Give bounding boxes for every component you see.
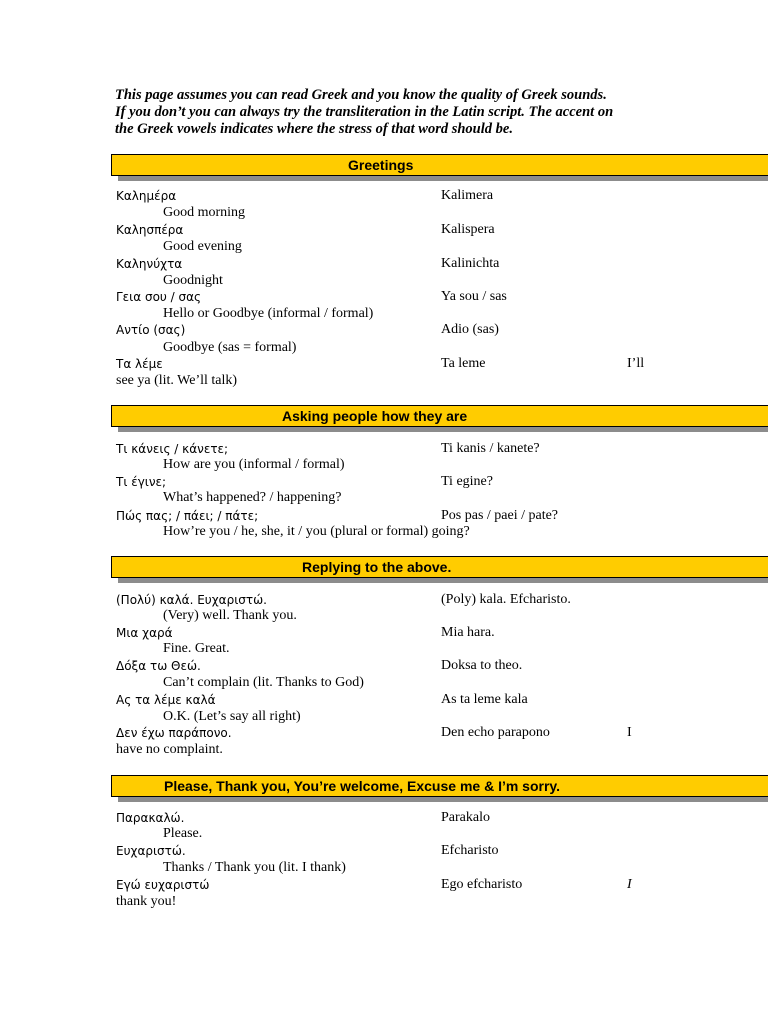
translation: Please.	[163, 826, 203, 841]
transliteration: (Poly) kala. Efcharisto.	[441, 592, 571, 607]
translation-start: I’ll	[627, 356, 645, 371]
translation: Good evening	[163, 239, 242, 254]
transliteration: Adio (sas)	[441, 322, 499, 337]
translation: How are you (informal / formal)	[163, 457, 345, 472]
greek-phrase: (Πολύ) καλά. Ευχαριστώ.	[116, 593, 267, 607]
greek-phrase: Γεια σου / σας	[116, 290, 202, 304]
greek-phrase: Παρακαλώ.	[116, 811, 185, 825]
section-title: Please, Thank you, You’re welcome, Excuse me & I’m sorry.	[164, 778, 561, 794]
transliteration: Ta leme	[441, 356, 486, 371]
transliteration: Ya sou / sas	[441, 289, 507, 304]
greek-phrase: Καλησπέρα	[116, 223, 184, 237]
greek-phrase: Τι έγινε;	[116, 475, 167, 489]
translation-start: I	[627, 877, 632, 892]
transliteration: Pos pas / paei / pate?	[441, 508, 559, 523]
section-header-shadow	[118, 797, 768, 802]
greek-phrase: Καλημέρα	[116, 189, 177, 203]
transliteration: Efcharisto	[441, 843, 499, 858]
translation: O.K. (Let’s say all right)	[163, 709, 301, 724]
transliteration: Ti kanis / kanete?	[441, 441, 540, 456]
transliteration: Mia hara.	[441, 625, 495, 640]
section-header-please-thank-you	[111, 775, 768, 797]
translation: What’s happened? / happening?	[163, 490, 342, 505]
translation: (Very) well. Thank you.	[163, 608, 297, 623]
greek-phrase: Καληνύχτα	[116, 257, 183, 271]
intro-line: If you don’t you can always try the transliteration in the Latin script. The accent on	[115, 104, 614, 120]
translation: Hello or Goodbye (informal / formal)	[163, 306, 374, 321]
section-header-greetings	[111, 154, 768, 176]
greek-phrase: Αντίο (σας)	[116, 323, 186, 337]
transliteration: Ego efcharisto	[441, 877, 523, 892]
greek-phrase: Πώς πας; / πάει; / πάτε;	[116, 509, 259, 523]
greek-phrase: Δεν έχω παράπονο.	[116, 726, 232, 740]
transliteration: As ta leme kala	[441, 692, 528, 707]
greek-phrase: Ευχαριστώ.	[116, 844, 186, 858]
section-header-shadow	[118, 427, 768, 432]
greek-phrase: Δόξα τω Θεώ.	[116, 659, 201, 673]
translation-continuation: see ya (lit. We’ll talk)	[116, 373, 238, 388]
section-title: Asking people how they are	[282, 408, 468, 424]
section-header-shadow	[118, 176, 768, 181]
transliteration: Parakalo	[441, 810, 490, 825]
greek-phrase: Ας τα λέμε καλά	[116, 693, 216, 707]
translation: Can’t complain (lit. Thanks to God)	[163, 675, 364, 690]
transliteration: Kalimera	[441, 188, 494, 203]
transliteration: Kalinichta	[441, 256, 500, 271]
intro-line: the Greek vowels indicates where the stress of that word should be.	[115, 121, 513, 137]
translation: Goodnight	[163, 273, 223, 288]
greek-phrase: Μια χαρά	[116, 626, 173, 640]
section-header-replying	[111, 556, 768, 578]
translation: Goodbye (sas = formal)	[163, 340, 297, 355]
translation-continuation: have no complaint.	[116, 742, 223, 757]
translation: Fine. Great.	[163, 641, 230, 656]
section-header-asking	[111, 405, 768, 427]
greek-phrase: Τι κάνεις / κάνετε;	[116, 442, 229, 456]
greek-phrase: Τα λέμε	[116, 357, 163, 371]
transliteration: Kalispera	[441, 222, 495, 237]
greek-phrase: Εγώ ευχαριστώ	[116, 878, 210, 892]
intro-line: This page assumes you can read Greek and you know the quality of Greek sounds.	[115, 87, 607, 103]
transliteration: Doksa to theo.	[441, 658, 523, 673]
translation-start: I	[627, 725, 632, 740]
intro-paragraph	[115, 87, 715, 138]
section-title: Replying to the above.	[302, 559, 452, 575]
transliteration: Den echo parapono	[441, 725, 550, 740]
translation: How’re you / he, she, it / you (plural or formal) going?	[163, 524, 470, 539]
translation: Thanks / Thank you (lit. I thank)	[163, 860, 346, 875]
section-title: Greetings	[348, 157, 414, 173]
translation: Good morning	[163, 205, 246, 220]
translation-continuation: thank you!	[116, 894, 177, 909]
transliteration: Ti egine?	[441, 474, 493, 489]
section-header-shadow	[118, 578, 768, 583]
